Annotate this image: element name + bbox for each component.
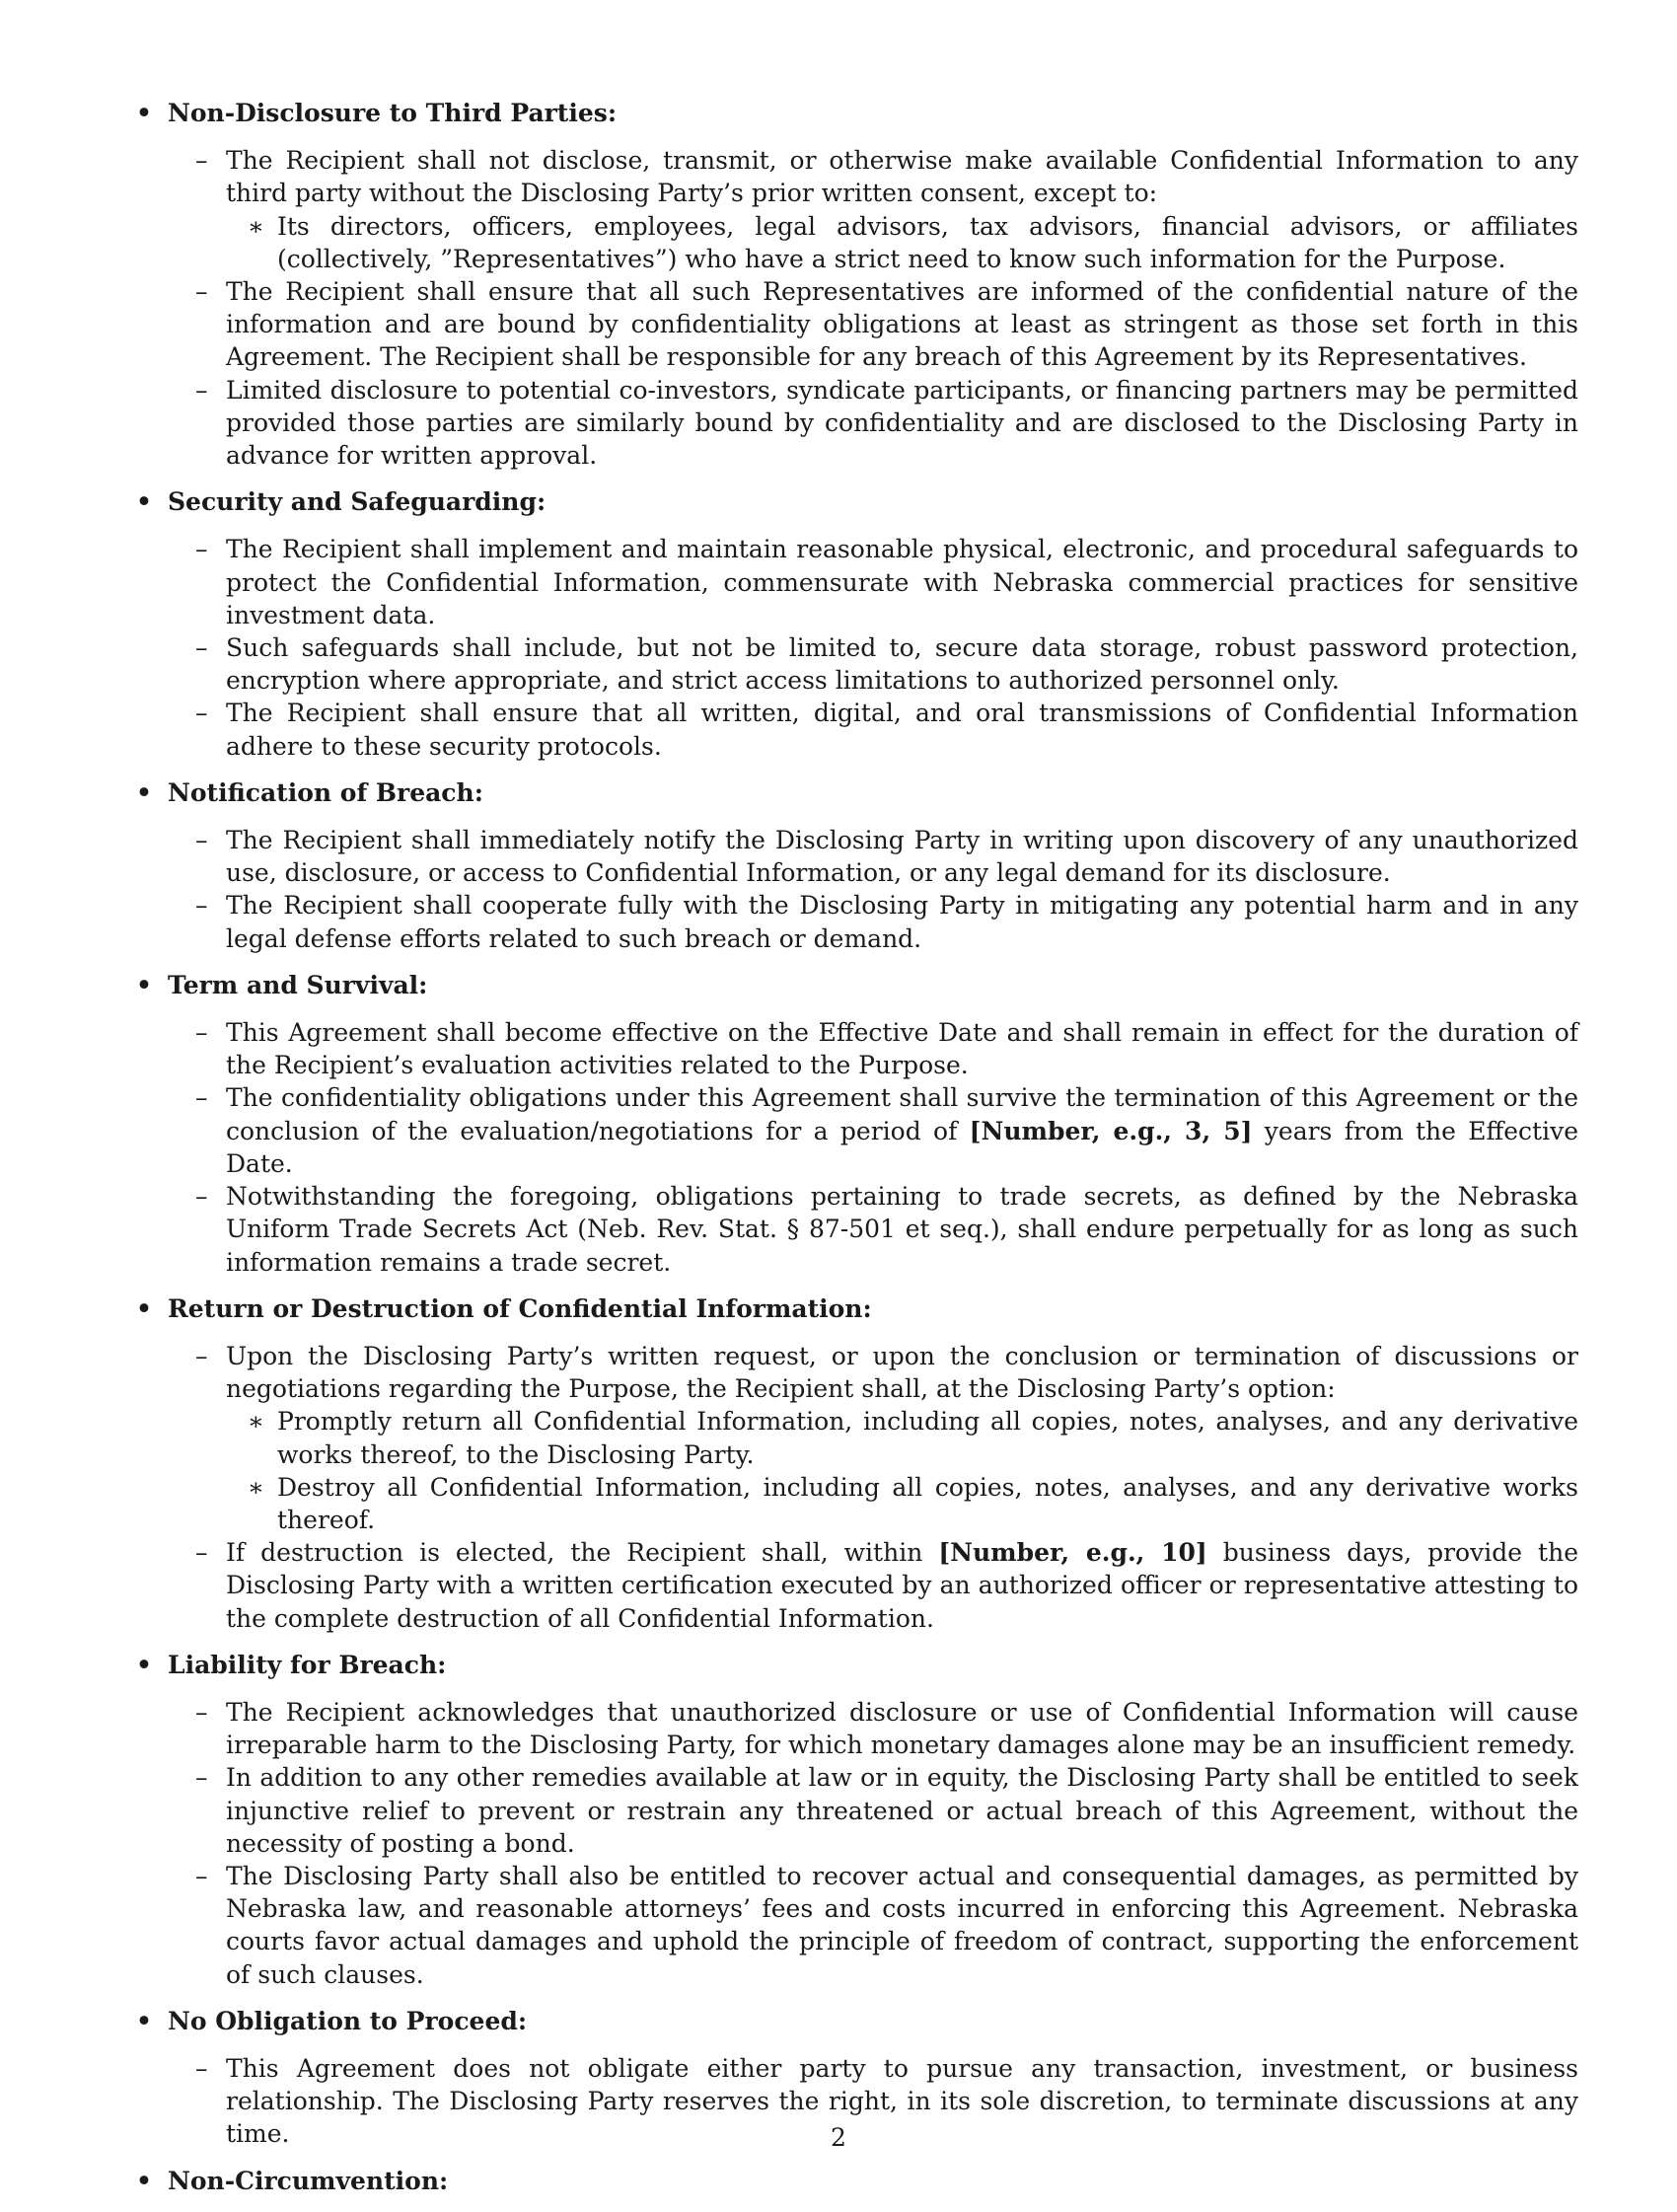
list-item: – This Agreement shall become effective on the Effective Date and shall remain in effect for the duration of the Recipient’s evaluation activities related to the Purpose. bbox=[195, 1018, 1578, 1080]
sub-list-item: ∗ Promptly return all Confidential Information, including all copies, notes, analyses, and any derivative works thereof, to the Disclosing Party. bbox=[248, 1407, 1578, 1469]
asterisk-icon: ∗ bbox=[248, 211, 264, 241]
dash-icon: – bbox=[195, 1182, 208, 1212]
bullet-icon: • bbox=[136, 2166, 152, 2195]
section-security bbox=[128, 485, 1578, 763]
bullet-icon: • bbox=[136, 99, 152, 127]
page-number: 2 bbox=[831, 2123, 846, 2152]
list-item: – The confidentiality obligations under this Agreement shall survive the termination of this Agreement or the conclusion of the evaluation/negotiations for a period of [Number, e.g., 3, 5] years from the Effective Date. bbox=[195, 1083, 1578, 1178]
dash-icon: – bbox=[195, 146, 208, 176]
dash-icon: – bbox=[195, 633, 208, 663]
list-item: – The Recipient shall ensure that all such Representatives are informed of the confidential nature of the information and are bound by confidentiality obligations at least as stringent as those set forth in this Agreement. The Recipient shall be responsible for any breach of this Agreement by its Representatives. bbox=[195, 277, 1578, 372]
section-return-destruction bbox=[128, 1292, 1578, 1635]
dash-icon: – bbox=[195, 535, 208, 564]
section-notification bbox=[128, 776, 1578, 955]
list-item: – Notwithstanding the foregoing, obligations pertaining to trade secrets, as defined by the Nebraska Uniform Trade Secrets Act (Neb. Rev. Stat. § 87-501 et seq.), shall endure perpetually for as long as such information remains a trade secret. bbox=[195, 1182, 1578, 1277]
section-heading: • Notification of Breach: bbox=[128, 776, 1578, 809]
list-item: – Such safeguards shall include, but not be limited to, secure data storage, robust password protection, encryption where appropriate, and strict access limitations to authorized personnel only. bbox=[195, 633, 1578, 696]
placeholder-years: [Number, e.g., 3, 5] bbox=[969, 1116, 1253, 1145]
section-heading: • Security and Safeguarding: bbox=[128, 485, 1578, 518]
bullet-icon: • bbox=[136, 487, 152, 517]
bullet-icon: • bbox=[136, 777, 152, 807]
dash-icon: – bbox=[195, 1538, 208, 1568]
dash-icon: – bbox=[195, 1083, 208, 1113]
dash-icon: – bbox=[195, 1697, 208, 1727]
sub-list-item: ∗ Destroy all Confidential Information, including all copies, notes, analyses, and any derivative works thereof. bbox=[248, 1472, 1578, 1534]
list-item: – The Recipient shall implement and maintain reasonable physical, electronic, and procedural safeguards to protect the Confidential Information, commensurate with Nebraska commercial practices for sensitive investment data. bbox=[195, 535, 1578, 629]
dash-icon: – bbox=[195, 2053, 208, 2083]
list-item: – The Recipient acknowledges that unauthorized disclosure or use of Confidential Information will cause irreparable harm to the Disclosing Party, for which monetary damages alone may be an insufficient remedy. bbox=[195, 1697, 1578, 1760]
bullet-icon: • bbox=[136, 2006, 152, 2035]
list-item: – Limited disclosure to potential co-investors, syndicate participants, or financing partners may be permitted provided those parties are similarly bound by confidentiality and are disclosed to the Disclosing Party in advance for written approval. bbox=[195, 375, 1578, 471]
section-non-disclosure bbox=[128, 97, 1578, 472]
sub-list-item: ∗ Its directors, officers, employees, legal advisors, tax advisors, financial advisors, or affiliates (collectively, ”Representatives”) who have a strict need to know such information for the Purpose. bbox=[248, 211, 1578, 273]
section-non-circumvention bbox=[128, 2165, 1578, 2197]
section-heading: • No Obligation to Proceed: bbox=[128, 2005, 1578, 2037]
dash-icon: – bbox=[195, 1861, 208, 1890]
list-item: – The Recipient shall immediately notify the Disclosing Party in writing upon discovery of any unauthorized use, disclosure, or access to Confidential Information, or any legal demand for its disclosure. bbox=[195, 826, 1578, 888]
section-heading: • Non-Disclosure to Third Parties: bbox=[128, 97, 1578, 129]
bullet-icon: • bbox=[136, 970, 152, 999]
list-item: – This Agreement does not obligate either party to pursue any transaction, investment, or business relationship. The Disclosing Party reserves the right, in its sole discretion, to terminate discussions at any time. bbox=[195, 2053, 1578, 2149]
bullet-icon: • bbox=[136, 1650, 152, 1679]
document-body bbox=[128, 97, 1578, 2212]
list-item: – The Recipient shall cooperate fully with the Disclosing Party in mitigating any potential harm and in any legal defense efforts related to such breach or demand. bbox=[195, 891, 1578, 953]
section-heading: • Term and Survival: bbox=[128, 969, 1578, 1001]
section-term bbox=[128, 969, 1578, 1279]
list-item: – The Recipient shall ensure that all written, digital, and oral transmissions of Confidential Information adhere to these security protocols. bbox=[195, 699, 1578, 761]
list-item: – The Disclosing Party shall also be entitled to recover actual and consequential damages, as permitted by Nebraska law, and reasonable attorneys’ fees and costs incurred in enforcing this Agreement. Nebraska courts favor actual damages and uphold the principle of freedom of contract, supporting the enforcement of such clauses. bbox=[195, 1861, 1578, 1989]
list-item: – Upon the Disclosing Party’s written request, or upon the conclusion or termination of discussions or negotiations regarding the Purpose, the Recipient shall, at the Disclosing Party’s option: ∗ Promptly return all Confidential Information, including all copies, notes, analyses, and any derivative works thereof, to the Disclosing Party. ∗ Destroy all Confidential Information, including all copies, notes, analyses, and any derivative works thereof. bbox=[128, 1340, 1578, 1536]
section-heading: • Return or Destruction of Confidential Information: bbox=[128, 1292, 1578, 1325]
dash-icon: – bbox=[195, 1763, 208, 1793]
list-item: – If destruction is elected, the Recipient shall, within [Number, e.g., 10] business days, provide the Disclosing Party with a written certification executed by an authorized officer or representative attesting to the complete destruction of all Confidential Information. bbox=[195, 1538, 1578, 1633]
placeholder-days: [Number, e.g., 10] bbox=[938, 1538, 1207, 1568]
dash-icon: – bbox=[195, 277, 208, 307]
section-heading: • Non-Circumvention: bbox=[128, 2165, 1578, 2197]
list-item: – In addition to any other remedies available at law or in equity, the Disclosing Party shall be entitled to seek injunctive relief to prevent or restrain any threatened or actual breach of this Agreement, without the necessity of posting a bond. bbox=[195, 1763, 1578, 1858]
dash-icon: – bbox=[195, 1018, 208, 1048]
dash-icon: – bbox=[195, 375, 208, 405]
dash-icon: – bbox=[195, 699, 208, 728]
section-heading: • Liability for Breach: bbox=[128, 1649, 1578, 1681]
list-item: – The Recipient shall not disclose, transmit, or otherwise make available Confidential Information to any third party without the Disclosing Party’s prior written consent, except to: ∗ Its directors, officers, employees, legal advisors, tax advisors, financial advisors, or affiliates (collectively, ”Representatives”) who have a strict need to know such information for the Purpose. bbox=[128, 144, 1578, 275]
asterisk-icon: ∗ bbox=[248, 1472, 264, 1502]
bullet-icon: • bbox=[136, 1293, 152, 1323]
dash-icon: – bbox=[195, 1341, 208, 1370]
asterisk-icon: ∗ bbox=[248, 1407, 264, 1437]
section-liability bbox=[128, 1649, 1578, 1991]
dash-icon: – bbox=[195, 826, 208, 855]
dash-icon: – bbox=[195, 891, 208, 921]
